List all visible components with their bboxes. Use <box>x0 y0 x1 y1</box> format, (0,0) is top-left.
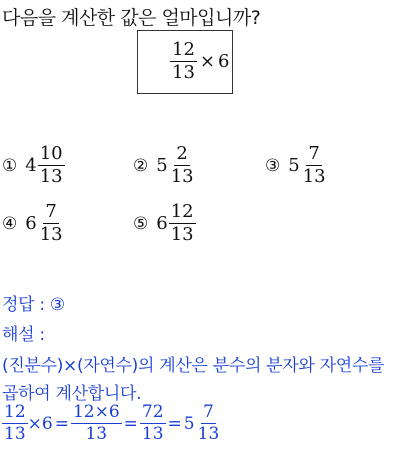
fraction-denominator: 13 <box>4 424 26 444</box>
equals-sign: = <box>54 413 69 434</box>
solution-fraction-1 <box>2 404 28 443</box>
fraction-denominator: 13 <box>170 166 194 187</box>
choice-whole: 6 <box>156 213 168 234</box>
choice-fraction <box>169 203 196 244</box>
solution-fraction-3 <box>140 404 166 443</box>
fraction-denominator: 13 <box>172 62 195 83</box>
fraction-numerator: 72 <box>141 402 164 422</box>
expression <box>170 41 229 82</box>
choice-fraction <box>38 203 65 244</box>
fraction-denominator: 13 <box>141 424 164 444</box>
answer-label: 정답 : ③ <box>2 295 65 315</box>
fraction-numerator: 12 <box>172 39 195 60</box>
solution-whole: 5 <box>183 413 195 434</box>
explanation-label: 해설 : <box>2 325 45 345</box>
choice-whole: 5 <box>156 155 168 176</box>
choice-fraction <box>169 145 196 186</box>
fraction-numerator: 7 <box>45 201 57 222</box>
fraction-numerator: 2 <box>176 143 188 164</box>
multiply-sign: × <box>199 51 215 72</box>
fraction-denominator: 13 <box>39 224 63 245</box>
fraction-numerator: 10 <box>39 143 63 164</box>
choice-5[interactable] <box>133 203 196 244</box>
fraction-numerator: 7 <box>203 402 214 422</box>
fraction-denominator: 13 <box>197 424 220 444</box>
choice-mark: ⑤ <box>133 213 149 234</box>
choice-1[interactable] <box>2 145 65 186</box>
choice-whole: 5 <box>288 155 300 176</box>
fraction-numerator: 12 <box>170 201 194 222</box>
fraction-numerator: 12 <box>4 402 26 422</box>
choice-mark: ② <box>133 155 149 176</box>
equals-sign: = <box>123 413 138 434</box>
solution-equation <box>2 404 221 443</box>
choice-whole: 6 <box>25 213 37 234</box>
equals-sign: = <box>167 413 182 434</box>
choice-mark: ③ <box>265 155 281 176</box>
expression-fraction <box>170 41 197 82</box>
choice-3[interactable] <box>265 145 328 186</box>
explanation-line-1: (진분수)×(자연수)의 계산은 분수의 분자와 자연수를 <box>2 356 385 376</box>
choice-mark: ① <box>2 155 18 176</box>
fraction-numerator: 7 <box>308 143 320 164</box>
choice-4[interactable] <box>2 203 65 244</box>
explanation-line-2: 곱하여 계산합니다. <box>2 384 142 404</box>
fraction-denominator: 13 <box>170 224 194 245</box>
fraction-denominator: 13 <box>39 166 63 187</box>
fraction-denominator: 13 <box>302 166 326 187</box>
choice-mark: ④ <box>2 213 18 234</box>
choice-2[interactable] <box>133 145 196 186</box>
choice-fraction <box>38 145 65 186</box>
choice-whole: 4 <box>25 155 37 176</box>
question-text: 다음을 계산한 값은 얼마입니까? <box>2 7 261 29</box>
solution-fraction-4 <box>196 404 222 443</box>
fraction-numerator: 12×6 <box>72 402 120 422</box>
expression-factor: 6 <box>218 51 230 72</box>
solution-fraction-2 <box>71 404 122 443</box>
choice-fraction <box>301 145 328 186</box>
fraction-denominator: 13 <box>85 424 108 444</box>
solution-multiply: ×6 <box>27 413 53 434</box>
